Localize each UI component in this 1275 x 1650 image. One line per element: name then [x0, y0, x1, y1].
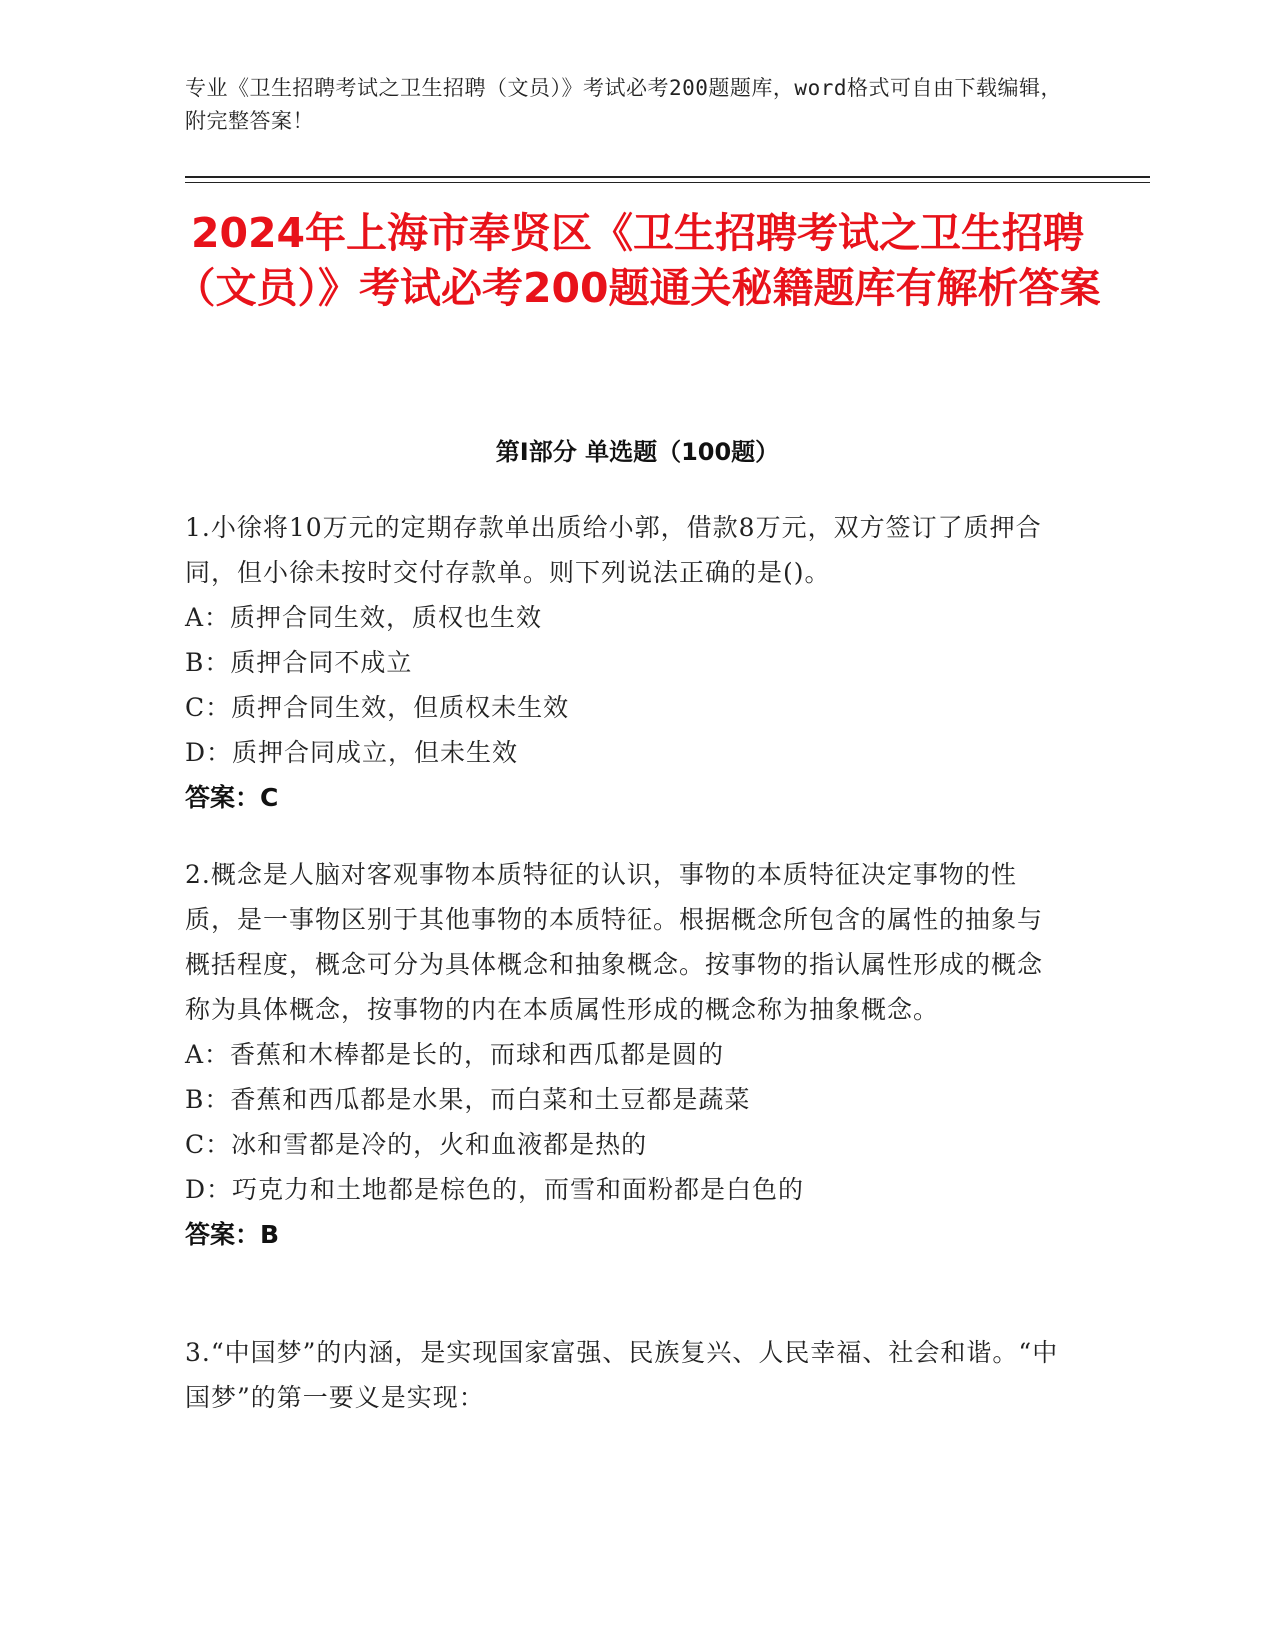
question-3: [185, 1330, 1065, 1420]
option-b: B：香蕉和西瓜都是水果，而白菜和土豆都是蔬菜: [185, 1085, 751, 1114]
question-stem: 3.“中国梦”的内涵，是实现国家富强、民族复兴、人民幸福、社会和谐。“中国梦”的第一要义是实现：: [185, 1338, 1059, 1412]
document-title: 2024年上海市奉贤区《卫生招聘考试之卫生招聘（文员）》考试必考200题通关秘籍题库有解析答案: [174, 209, 1101, 312]
option-a: A：质押合同生效，质权也生效: [185, 603, 543, 632]
answer: 答案：C: [185, 783, 279, 812]
option-c: C：质押合同生效，但质权未生效: [185, 693, 570, 722]
header-rule-thick: [185, 176, 1150, 178]
option-d: D：质押合同成立，但未生效: [185, 738, 519, 767]
header-note: 专业《卫生招聘考试之卫生招聘（文员）》考试必考200题题库，word格式可自由下载编辑，附完整答案！: [185, 76, 1062, 133]
option-c: C：冰和雪都是冷的，火和血液都是热的: [185, 1130, 648, 1159]
section-heading: 第Ⅰ部分 单选题（100题）: [495, 438, 780, 466]
question-stem: 2.概念是人脑对客观事物本质特征的认识，事物的本质特征决定事物的性质，是一事物区别于其他事物的本质特征。根据概念所包含的属性的抽象与概括程度，概念可分为具体概念和抽象概念。按事物的指认属性形成的概念称为具体概念，按事物的内在本质属性形成的概念称为抽象概念。: [185, 860, 1044, 1024]
answer: 答案：B: [185, 1220, 280, 1249]
question-2: [185, 852, 1065, 1257]
option-b: B：质押合同不成立: [185, 648, 413, 677]
question-1: [185, 505, 1065, 820]
header-rule-thin: [185, 182, 1150, 183]
question-stem: 1.小徐将10万元的定期存款单出质给小郭，借款8万元，双方签订了质押合同，但小徐未按时交付存款单。则下列说法正确的是()。: [185, 513, 1042, 587]
option-d: D：巧克力和土地都是棕色的，而雪和面粉都是白色的: [185, 1175, 805, 1204]
option-a: A：香蕉和木棒都是长的，而球和西瓜都是圆的: [185, 1040, 725, 1069]
